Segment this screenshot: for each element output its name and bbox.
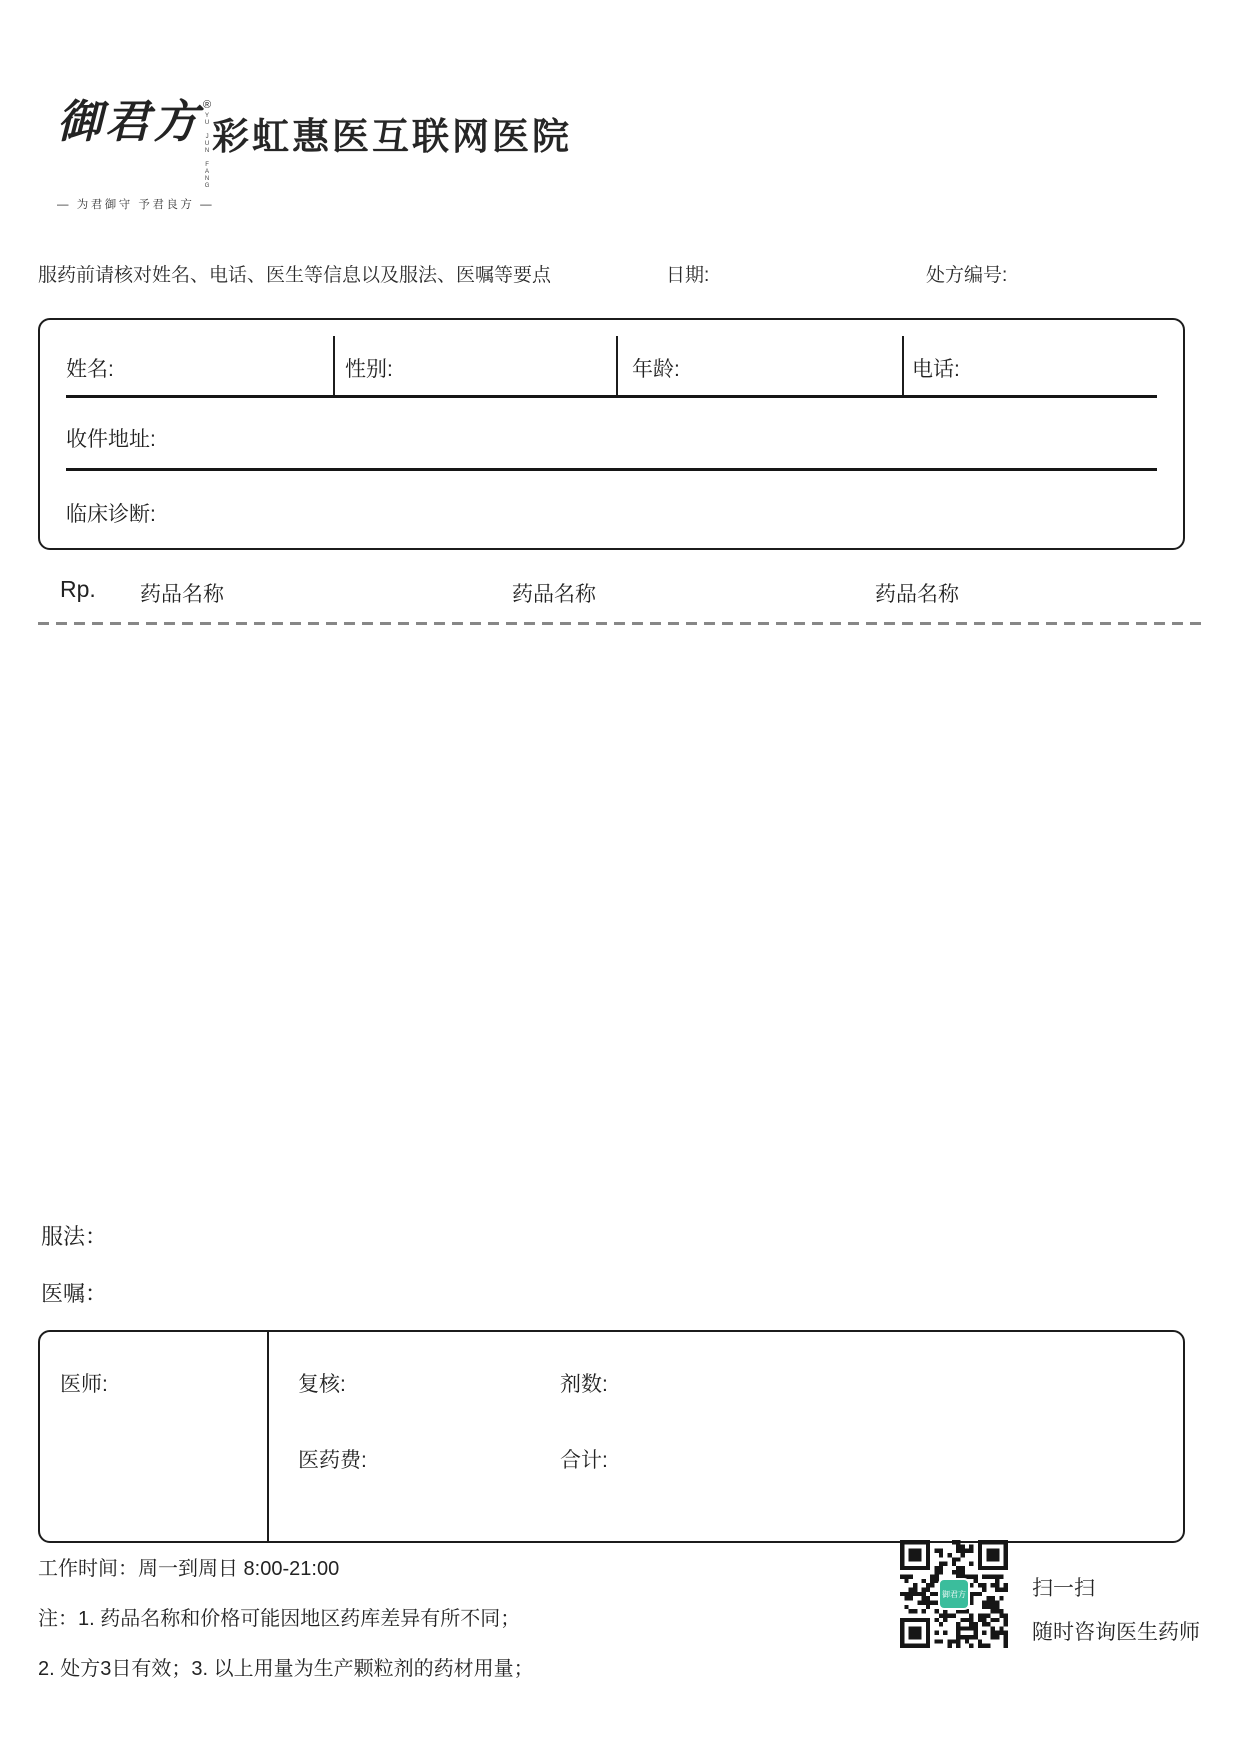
registered-trademark-icon: ® xyxy=(203,99,212,111)
rx-number-label: 处方编号: xyxy=(926,265,1008,286)
doctor-advice-label: 医嘱： xyxy=(41,1281,108,1306)
qr-center-brand-logo: 御君方 xyxy=(938,1578,970,1610)
rp-label: Rp. xyxy=(60,576,96,602)
doses-label: 剂数: xyxy=(560,1373,608,1396)
row-divider xyxy=(66,468,1157,471)
patient-gender-label: 性别: xyxy=(345,358,393,381)
qr-code xyxy=(900,1540,1008,1648)
column-divider xyxy=(267,1332,269,1541)
row-divider xyxy=(66,395,1157,398)
patient-age-label: 年龄: xyxy=(632,358,680,381)
total-label: 合计: xyxy=(560,1449,608,1472)
scan-caption: 随时咨询医生药师 xyxy=(1032,1621,1200,1644)
signature-box xyxy=(38,1330,1185,1543)
drug-name-column-header: 药品名称 xyxy=(512,583,596,606)
column-divider xyxy=(902,336,904,395)
clinical-diagnosis-label: 临床诊断: xyxy=(66,503,156,526)
note-line-2: 2. 处方3日有效；3. 以上用量为生产颗粒剂的药材用量； xyxy=(38,1658,534,1680)
date-label: 日期: xyxy=(666,265,710,286)
note-line-1: 注：1. 药品名称和价格可能因地区药库差异有所不同； xyxy=(38,1608,521,1630)
usage-label: 服法： xyxy=(41,1224,108,1249)
patient-phone-label: 电话: xyxy=(912,358,960,381)
drug-name-column-header: 药品名称 xyxy=(140,583,224,606)
scan-label: 扫一扫 xyxy=(1032,1577,1095,1600)
medical-fee-label: 医药费: xyxy=(298,1449,367,1472)
working-hours: 工作时间：周一到周日 8:00-21:00 xyxy=(38,1558,340,1580)
brand-logo: 御君方 xyxy=(57,95,202,148)
shipping-address-label: 收件地址: xyxy=(66,428,156,451)
brand-logo-romanization: YU JUN FANG xyxy=(204,113,211,190)
hospital-name: 彩虹惠医互联网医院 xyxy=(212,115,572,158)
verification-notice: 服药前请核对姓名、电话、医生等信息以及服法、医嘱等要点 xyxy=(38,265,552,286)
brand-block xyxy=(57,95,215,212)
doctor-label: 医师: xyxy=(60,1373,108,1396)
drug-list-divider xyxy=(38,622,1205,625)
patient-info-box xyxy=(38,318,1185,550)
column-divider xyxy=(616,336,618,395)
review-label: 复核: xyxy=(298,1373,346,1396)
column-divider xyxy=(333,336,335,395)
patient-name-label: 姓名: xyxy=(66,358,114,381)
drug-name-column-header: 药品名称 xyxy=(875,583,959,606)
brand-tagline: — 为君御守 予君良方 — xyxy=(57,199,215,211)
